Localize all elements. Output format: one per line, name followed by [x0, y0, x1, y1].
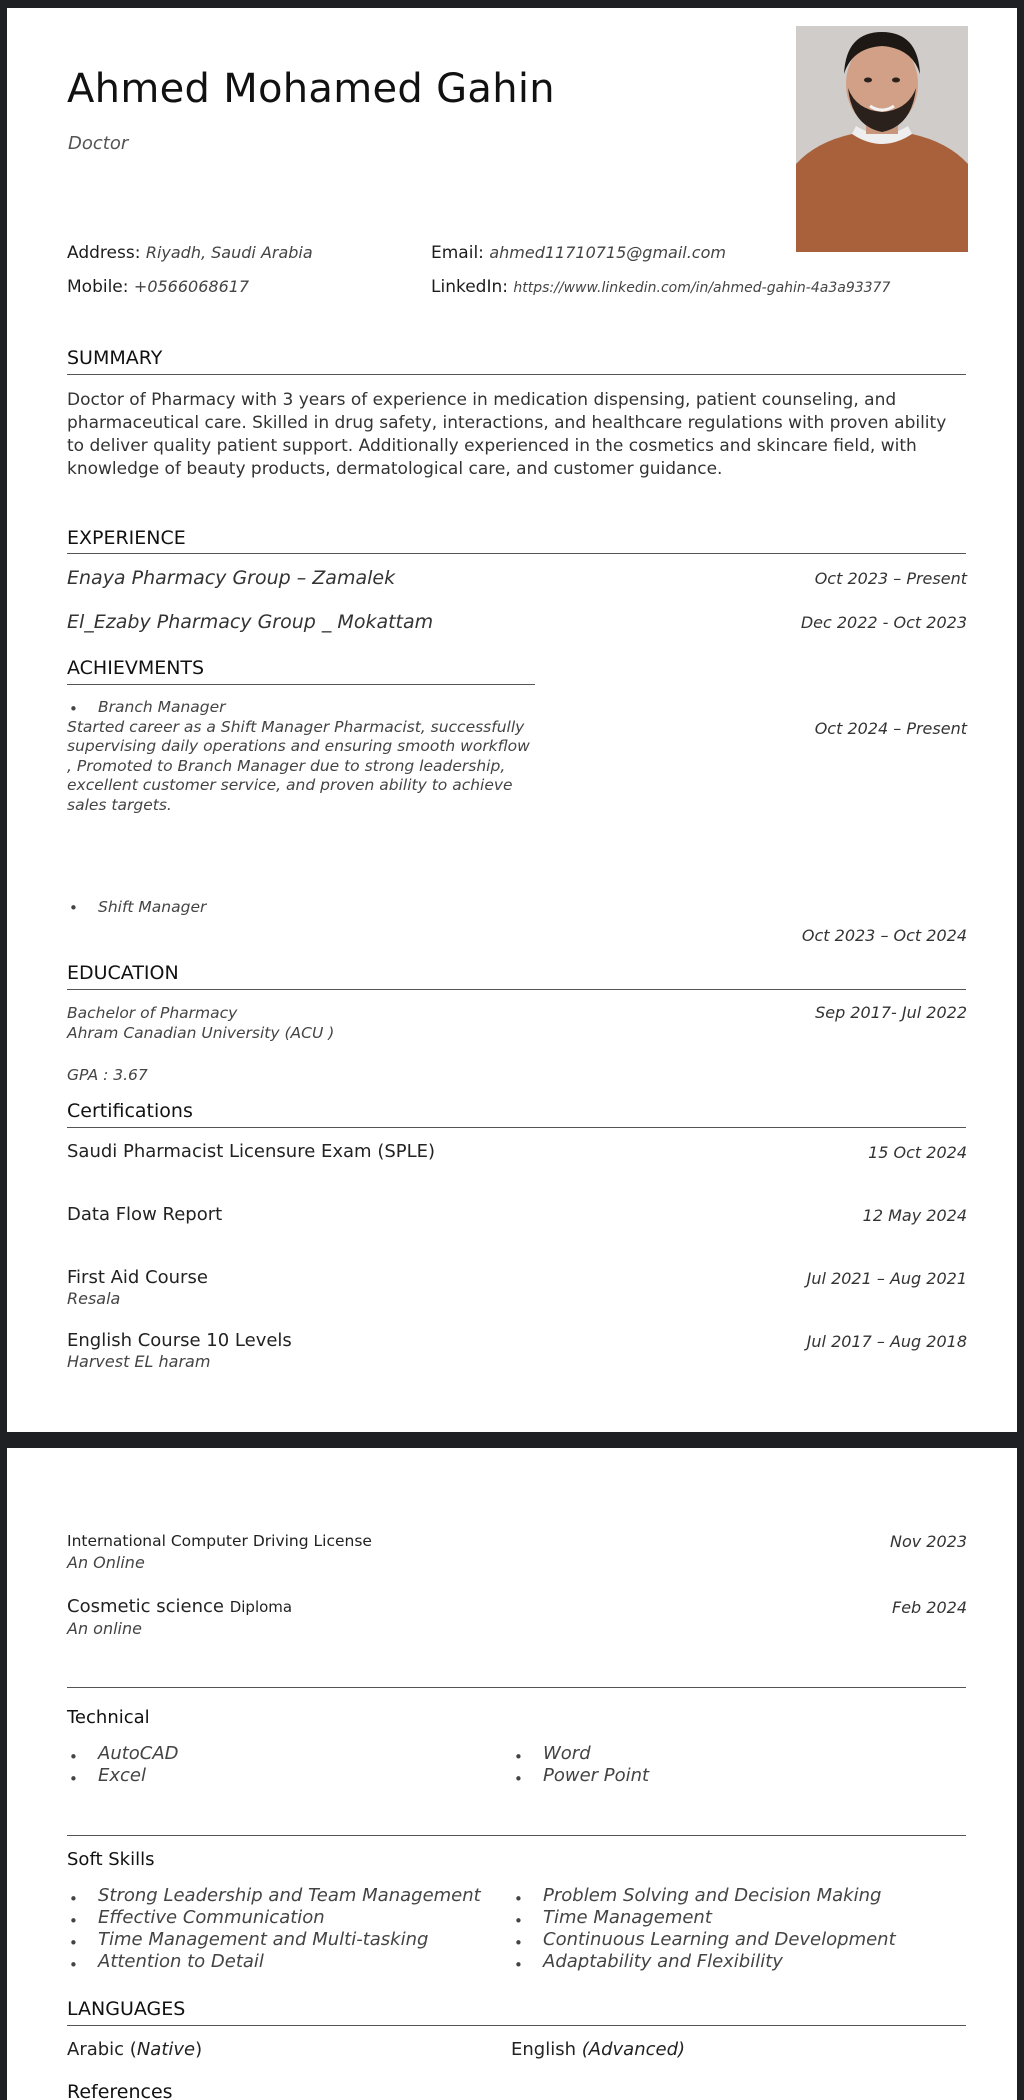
email-label: Email: — [431, 243, 484, 263]
education-school: Ahram Canadian University (ACU ) — [67, 1024, 335, 1042]
education-divider — [67, 989, 966, 990]
soft-skills-divider — [67, 1835, 966, 1836]
languages-divider — [67, 2025, 966, 2026]
email-value[interactable]: ahmed11710715@gmail.com — [489, 243, 726, 262]
summary-divider — [67, 374, 966, 375]
certification-date: Nov 2023 — [889, 1532, 967, 1551]
language-item: Arabic (Native) — [67, 2039, 203, 2060]
contact-mobile — [67, 277, 249, 297]
achievement-date: Oct 2023 – Oct 2024 — [801, 926, 967, 945]
achievements-divider — [67, 684, 535, 685]
bullet-icon: • — [69, 1748, 78, 1766]
address-label: Address: — [67, 243, 141, 263]
bullet-icon: • — [514, 1912, 523, 1930]
summary-text: Doctor of Pharmacy with 3 years of experience in medication dispensing, patient counseling, and pharmaceutical care. Skilled in drug safety, interactions, and healthcare regulations with proven ability to deliver quality patient support. Additionally experienced in the cosmetics and skincare field, with knowledge of beauty products, dermatological care, and customer guidance. — [67, 390, 947, 479]
certification-name: First Aid Course — [67, 1267, 208, 1288]
profile-photo — [796, 26, 968, 252]
certification-date: 12 May 2024 — [862, 1206, 967, 1225]
experience-company: El_Ezaby Pharmacy Group _ Mokattam — [67, 611, 434, 633]
summary-heading: SUMMARY — [67, 347, 163, 369]
bullet-icon: • — [69, 899, 78, 917]
language-item: English (Advanced) — [511, 2039, 686, 2060]
resume-page-2 — [7, 1448, 1017, 2100]
certification-name: Saudi Pharmacist Licensure Exam (SPLE) — [67, 1141, 436, 1162]
education-entry — [67, 1003, 334, 1043]
bullet-icon: • — [69, 1956, 78, 1974]
achievement-item — [67, 698, 537, 815]
mobile-value: +0566068617 — [133, 277, 250, 296]
soft-skill: Strong Leadership and Team Management — [98, 1885, 481, 1906]
candidate-name: Ahmed Mohamed Gahin — [67, 66, 555, 112]
language-level: Advanced — [588, 2039, 678, 2060]
candidate-title: Doctor — [68, 133, 129, 154]
certification-provider: An Online — [67, 1553, 145, 1572]
soft-skills-heading: Soft Skills — [67, 1849, 155, 1870]
bullet-icon: • — [69, 1934, 78, 1952]
soft-skill: Time Management — [543, 1907, 712, 1928]
skills-divider — [67, 1687, 966, 1688]
bullet-icon: • — [69, 1890, 78, 1908]
linkedin-value[interactable]: https://www.linkedin.com/in/ahmed-gahin-4a3a93377 — [513, 280, 891, 296]
certifications-heading: Certifications — [67, 1100, 193, 1122]
language-level: Native — [136, 2039, 196, 2060]
technical-heading: Technical — [67, 1707, 150, 1728]
experience-date: Dec 2022 - Oct 2023 — [800, 613, 967, 632]
languages-heading: LANGUAGES — [67, 1998, 186, 2020]
achievement-date: Oct 2024 – Present — [814, 719, 967, 738]
mobile-label: Mobile: — [67, 277, 129, 297]
language-name: English — [511, 2039, 576, 2060]
experience-company: Enaya Pharmacy Group – Zamalek — [67, 567, 396, 589]
references-heading: References — [67, 2081, 173, 2100]
certification-name: International Computer Driving License — [67, 1532, 372, 1550]
certification-date: 15 Oct 2024 — [868, 1143, 967, 1162]
certification-name: English Course 10 Levels — [67, 1330, 292, 1351]
soft-skill: Adaptability and Flexibility — [543, 1951, 783, 1972]
achievements-heading: ACHIEVMENTS — [67, 657, 205, 679]
contact-email — [431, 243, 726, 263]
certification-provider: Resala — [67, 1289, 121, 1308]
soft-skill: Time Management and Multi-tasking — [98, 1929, 429, 1950]
certification-provider: An online — [67, 1619, 142, 1638]
soft-skill: Attention to Detail — [98, 1951, 264, 1972]
technical-skill: Excel — [98, 1765, 146, 1786]
bullet-icon: • — [514, 1934, 523, 1952]
linkedin-label: LinkedIn: — [431, 277, 508, 297]
education-degree: Bachelor of Pharmacy — [67, 1004, 238, 1022]
technical-skill: Word — [543, 1743, 591, 1764]
technical-skill: AutoCAD — [98, 1743, 179, 1764]
certifications-divider — [67, 1127, 966, 1128]
certification-name-suffix: Diploma — [229, 1598, 293, 1616]
bullet-icon: • — [69, 1912, 78, 1930]
certification-name: Cosmetic science — [67, 1596, 224, 1617]
education-heading: EDUCATION — [67, 962, 179, 984]
achievement-role: Branch Manager — [98, 698, 226, 716]
bullet-icon: • — [514, 1890, 523, 1908]
achievement-description: Started career as a Shift Manager Pharmacist, successfully supervising daily operations and ensuring smooth workflow , Promoted to Branch Manager due to strong leadership, excellent customer service, and proven ability to achieve sales targets. — [67, 717, 530, 814]
bullet-icon: • — [69, 700, 78, 718]
certification-name: Data Flow Report — [67, 1204, 223, 1225]
certification-provider: Harvest EL haram — [67, 1352, 211, 1371]
bullet-icon: • — [514, 1748, 523, 1766]
technical-skill: Power Point — [543, 1765, 650, 1786]
contact-linkedin — [431, 277, 890, 297]
certification-date: Feb 2024 — [891, 1598, 967, 1617]
certification-name-group — [67, 1596, 292, 1617]
resume-page-1 — [7, 8, 1017, 1432]
bullet-icon: • — [514, 1770, 523, 1788]
soft-skill: Effective Communication — [98, 1907, 325, 1928]
education-date: Sep 2017- Jul 2022 — [815, 1003, 967, 1022]
education-gpa: GPA : 3.67 — [67, 1066, 148, 1084]
soft-skill: Problem Solving and Decision Making — [543, 1885, 882, 1906]
experience-date: Oct 2023 – Present — [814, 569, 967, 588]
soft-skill: Continuous Learning and Development — [543, 1929, 896, 1950]
address-value: Riyadh, Saudi Arabia — [145, 243, 313, 262]
experience-divider — [67, 553, 966, 554]
language-name: Arabic — [67, 2039, 125, 2060]
certification-date: Jul 2021 – Aug 2021 — [806, 1269, 967, 1288]
bullet-icon: • — [69, 1770, 78, 1788]
experience-heading: EXPERIENCE — [67, 527, 186, 549]
achievement-role: Shift Manager — [98, 898, 207, 916]
certification-date: Jul 2017 – Aug 2018 — [806, 1332, 967, 1351]
bullet-icon: • — [514, 1956, 523, 1974]
contact-address — [67, 243, 313, 263]
